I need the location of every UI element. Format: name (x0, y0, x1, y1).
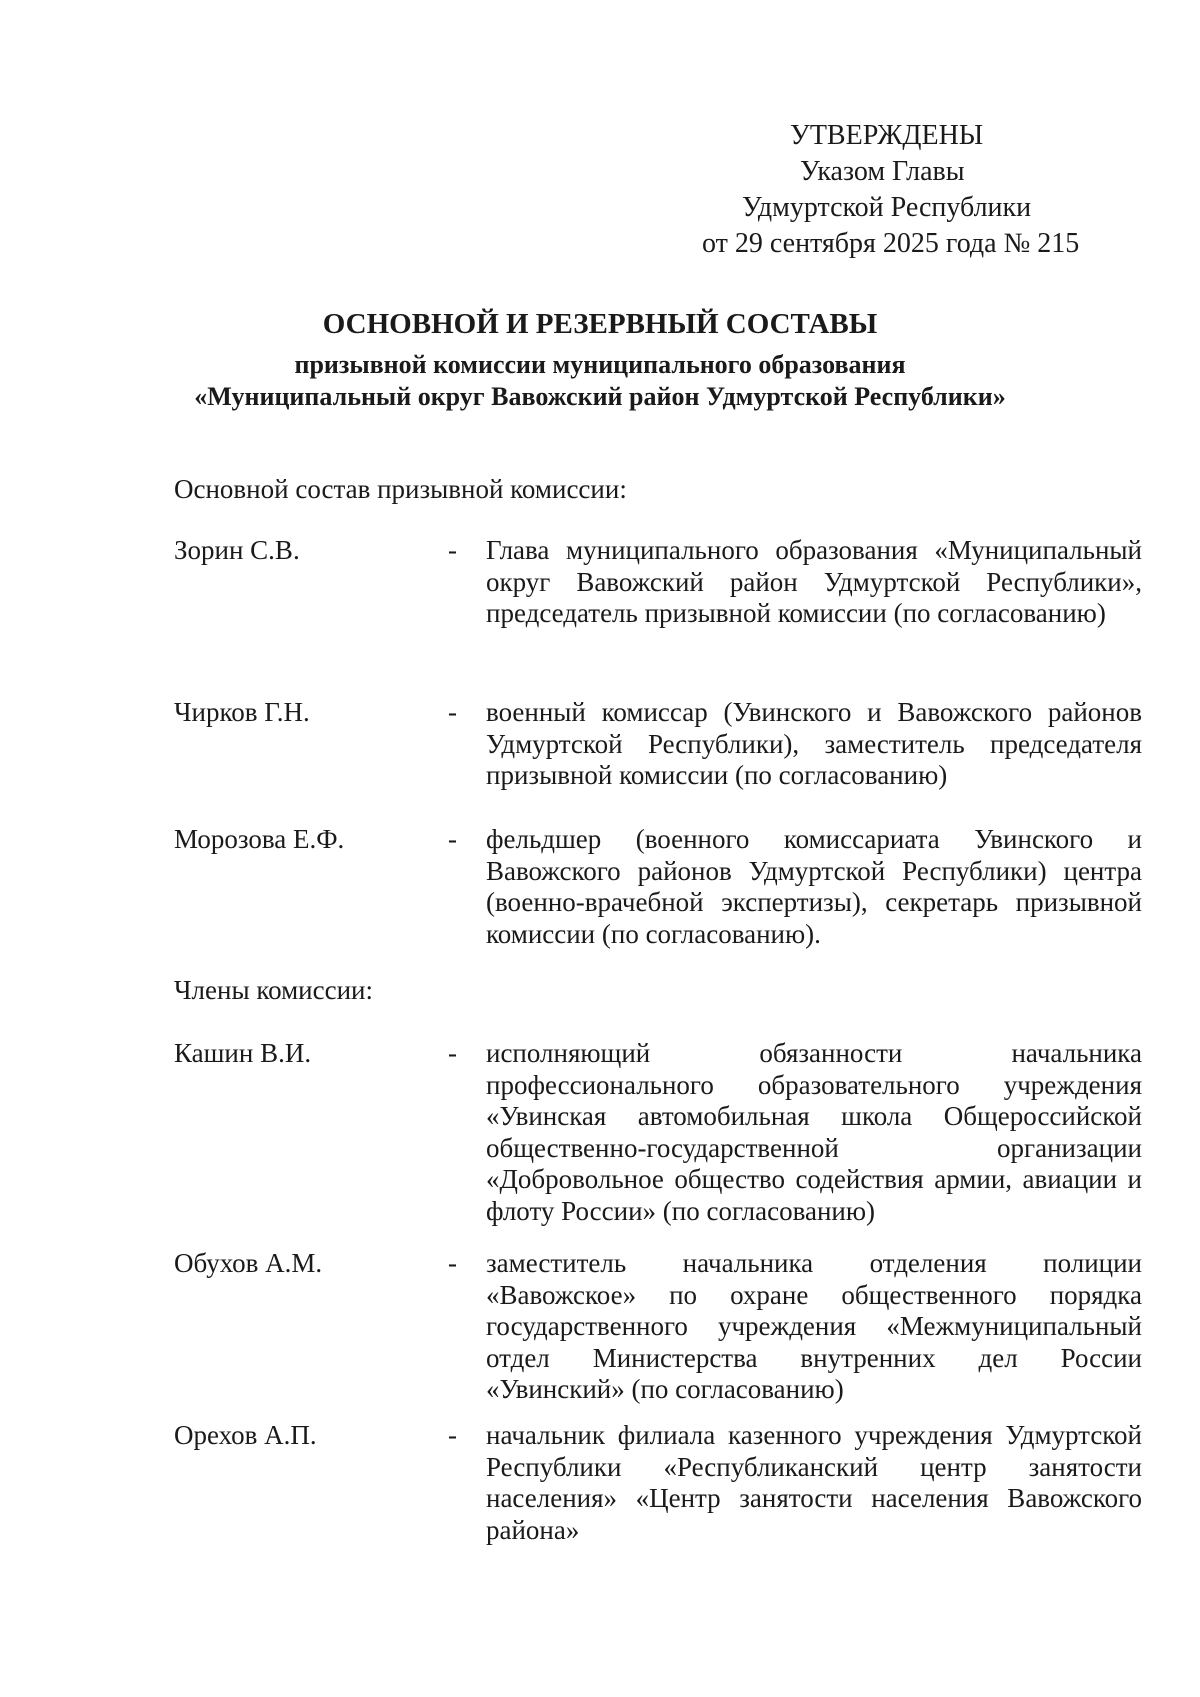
member-name: Морозова Е.Ф. (174, 824, 345, 854)
member-position: фельдшер (военного комиссариата Увинского и Вавожского районов Удмуртской Республики) центра (военно-врачебной экспертизы), секретарь призывной комиссии (по согласованию). (486, 824, 1142, 949)
member-name: Зорин С.В. (174, 535, 300, 565)
main-composition-heading: Основной состав призывной комиссии: (174, 474, 627, 504)
document-title: ОСНОВНОЙ И РЕЗЕРВНЫЙ СОСТАВЫ (322, 308, 878, 340)
member-name: Орехов А.П. (174, 1420, 317, 1450)
member-name: Чирков Г.Н. (174, 697, 310, 727)
member-name: Обухов А.М. (174, 1248, 323, 1278)
member-dash: - (448, 1248, 457, 1278)
approval-decree-line: Указом Главы (800, 156, 965, 187)
approval-title: УТВЕРЖДЕНЫ (790, 120, 984, 151)
member-position: исполняющий обязанности начальника профессионального образовательного учреждения «Увинская автомобильная школа Общероссийской общественно-государственной организации «Добровольное общество содействия армии, авиации и флоту России» (по согласованию) (486, 1038, 1142, 1226)
member-position: военный комиссар (Увинского и Вавожского районов Удмуртской Республики), заместитель председателя призывной комиссии (по согласованию) (486, 697, 1142, 790)
document-subtitle-municipality: «Муниципальный округ Вавожский район Удмуртской Республики» (194, 382, 1006, 411)
member-name: Кашин В.И. (174, 1038, 312, 1068)
member-dash: - (448, 697, 457, 727)
member-dash: - (448, 535, 457, 565)
member-position: начальник филиала казенного учреждения Удмуртской Республики «Республиканский центр занятости населения» «Центр занятости населения Вавожского района» (486, 1420, 1142, 1545)
member-dash: - (448, 824, 457, 854)
member-dash: - (448, 1038, 457, 1068)
approval-republic-line: Удмуртской Республики (742, 192, 1032, 223)
approval-stamp-block (690, 118, 1090, 262)
approval-date-line: от 29 сентября 2025 года № 215 (702, 228, 1080, 259)
member-position: Глава муниципального образования «Муниципальный округ Вавожский район Удмуртской Республики», председатель призывной комиссии (по согласованию) (486, 535, 1142, 628)
member-position: заместитель начальника отделения полиции «Вавожское» по охране общественного порядка государственного учреждения «Межмуниципальный отдел Министерства внутренних дел России «Увинский» (по согласованию) (486, 1248, 1142, 1404)
members-heading: Члены комиссии: (174, 975, 373, 1005)
member-dash: - (448, 1420, 457, 1450)
document-subtitle: призывной комиссии муниципального образования (294, 350, 906, 379)
